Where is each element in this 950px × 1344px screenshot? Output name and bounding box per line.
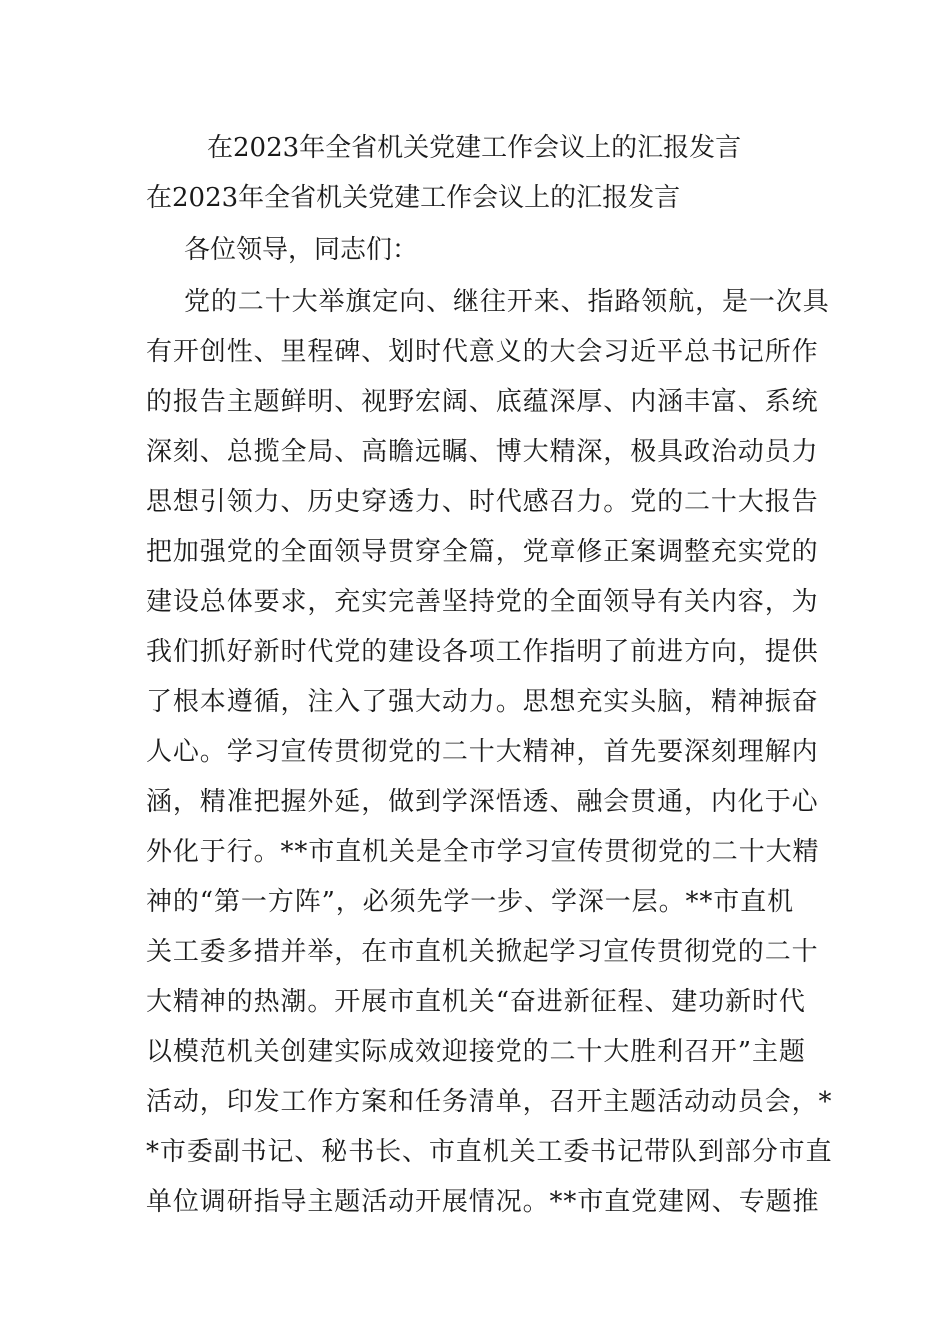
document-title: 在2023年全省机关党建工作会议上的汇报发言: [207, 133, 742, 163]
salutation: 各位领导，同志们：: [184, 235, 419, 265]
body-line: 我们抓好新时代党的建设各项工作指明了前进方向，提供: [146, 637, 819, 667]
body-line: 有开创性、里程碑、划时代意义的大会习近平总书记所作: [146, 337, 819, 367]
body-line: 了根本遵循，注入了强大动力。思想充实头脑，精神振奋: [146, 687, 819, 717]
body-line: 的报告主题鲜明、视野宏阔、底蕴深厚、内涵丰富、系统: [146, 387, 819, 417]
body-line: 建设总体要求，充实完善坚持党的全面领导有关内容，为: [146, 587, 819, 617]
document-subtitle: 在2023年全省机关党建工作会议上的汇报发言: [146, 183, 681, 213]
body-paragraph: [146, 280, 833, 1230]
body-line: 单位调研指导主题活动开展情况。**市直党建网、专题推: [146, 1187, 820, 1217]
body-line: 大精神的热潮。开展市直机关“奋进新征程、建功新时代: [146, 987, 806, 1017]
body-line: 外化于行。**市直机关是全市学习宣传贯彻党的二十大精: [146, 837, 820, 867]
body-line: 活动，印发工作方案和任务清单，召开主题活动动员会，*: [146, 1087, 833, 1117]
body-line: 深刻、总揽全局、高瞻远瞩、博大精深，极具政治动员力: [146, 437, 819, 467]
body-line: 涵，精准把握外延，做到学深悟透、融会贯通，内化于心: [146, 787, 819, 817]
body-line: *市委副书记、秘书长、市直机关工委书记带队到部分市直: [146, 1137, 833, 1167]
body-line: 关工委多措并举，在市直机关掀起学习宣传贯彻党的二十: [146, 937, 819, 967]
body-line: 思想引领力、历史穿透力、时代感召力。党的二十大报告: [146, 487, 819, 517]
body-line: 神的“第一方阵”，必须先学一步、学深一层。**市直机: [146, 887, 794, 917]
body-line: 以模范机关创建实际成效迎接党的二十大胜利召开”主题: [146, 1037, 806, 1067]
body-line: 党的二十大举旗定向、继往开来、指路领航，是一次具: [184, 287, 830, 317]
body-line: 人心。学习宣传贯彻党的二十大精神，首先要深刻理解内: [146, 737, 819, 767]
body-line: 把加强党的全面领导贯穿全篇，党章修正案调整充实党的: [146, 537, 819, 567]
